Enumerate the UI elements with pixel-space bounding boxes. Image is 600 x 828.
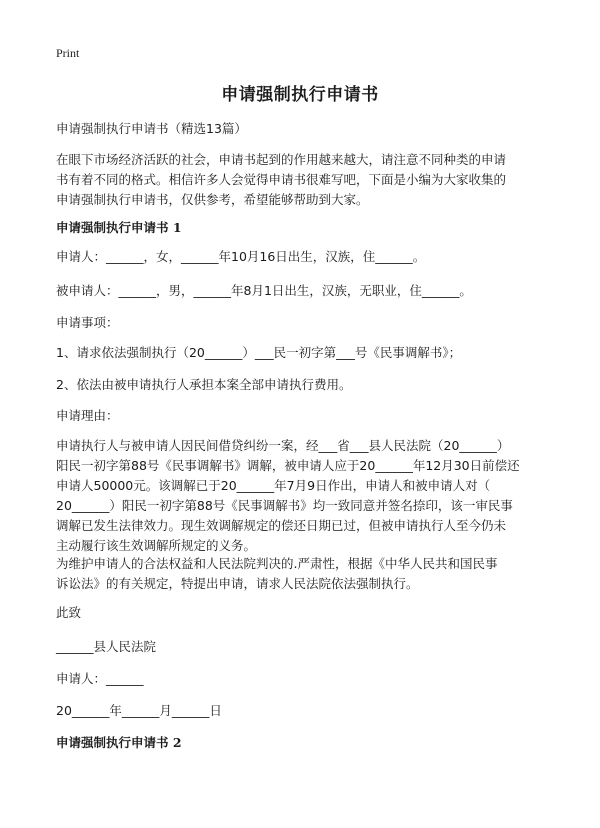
matter-item-2: 2、依法由被申请执行人承担本案全部申请执行费用。 bbox=[56, 377, 352, 392]
intro-paragraph bbox=[56, 150, 552, 210]
intro-line: 在眼下市场经济活跃的社会，申请书起到的作用越来越大，请注意不同种类的申请 bbox=[56, 152, 507, 167]
reason-line: 调解已发生法律效力。现生效调解规定的偿还日期已过，但被申请执行人至今仍未 bbox=[56, 518, 507, 533]
reason-line: 诉讼法》的有关规定，特提出申请，请求人民法院依法强制执行。 bbox=[56, 576, 419, 591]
matter-item-1: 1、请求依法强制执行（20______）___民一初字第___号《民事调解书》； bbox=[56, 345, 462, 360]
reason-line: 阳民一初字第88号《民事调解书》调解，被申请人应于20______年12月30日前偿还 bbox=[56, 458, 520, 473]
reason-line: 申请人50000元。该调解已于20______年7月9日作出，申请人和被申请人对（ bbox=[56, 478, 491, 493]
reason-line: 为维护申请人的合法权益和人民法院判决的.严肃性，根据《中华人民共和国民事 bbox=[56, 556, 498, 571]
intro-line: 申请强制执行申请书，仅供参考，希望能够帮助到大家。 bbox=[56, 192, 369, 207]
reason-line: 申请执行人与被申请人因民间借贷纠纷一案，经___省___县人民法院（20______） bbox=[56, 438, 510, 453]
reasons-paragraph-1 bbox=[56, 436, 552, 556]
reasons-label: 申请理由： bbox=[56, 408, 119, 423]
matters-label: 申请事项： bbox=[56, 315, 119, 330]
date-line: 20______年______月______日 bbox=[56, 703, 222, 718]
section-heading-2: 申请强制执行申请书 2 bbox=[56, 735, 182, 750]
section-heading-1: 申请强制执行申请书 1 bbox=[56, 220, 182, 235]
intro-line: 书有着不同的格式。相信许多人会觉得申请书很难写吧，下面是小编为大家收集的 bbox=[56, 172, 507, 187]
reasons-paragraph-2 bbox=[56, 554, 552, 594]
print-link[interactable]: Print bbox=[56, 46, 80, 60]
document-subtitle: 申请强制执行申请书（精选13篇） bbox=[56, 121, 247, 136]
court-line: ______县人民法院 bbox=[56, 639, 157, 654]
applicant-line: 申请人：______，女，______年10月16日出生，汉族，住______。 bbox=[56, 249, 426, 264]
reason-line: 20______）阳民一初字第88号《民事调解书》均一致同意并签名捺印，该一审民事 bbox=[56, 498, 513, 513]
signature-line: 申请人：______ bbox=[56, 671, 144, 686]
document-title: 申请强制执行申请书 bbox=[221, 85, 379, 105]
salutation: 此致 bbox=[56, 605, 82, 620]
reason-line: 主动履行该生效调解所规定的义务。 bbox=[56, 538, 257, 553]
respondent-line: 被申请人：______，男，______年8月1日出生，汉族，无职业，住______。 bbox=[56, 283, 472, 298]
